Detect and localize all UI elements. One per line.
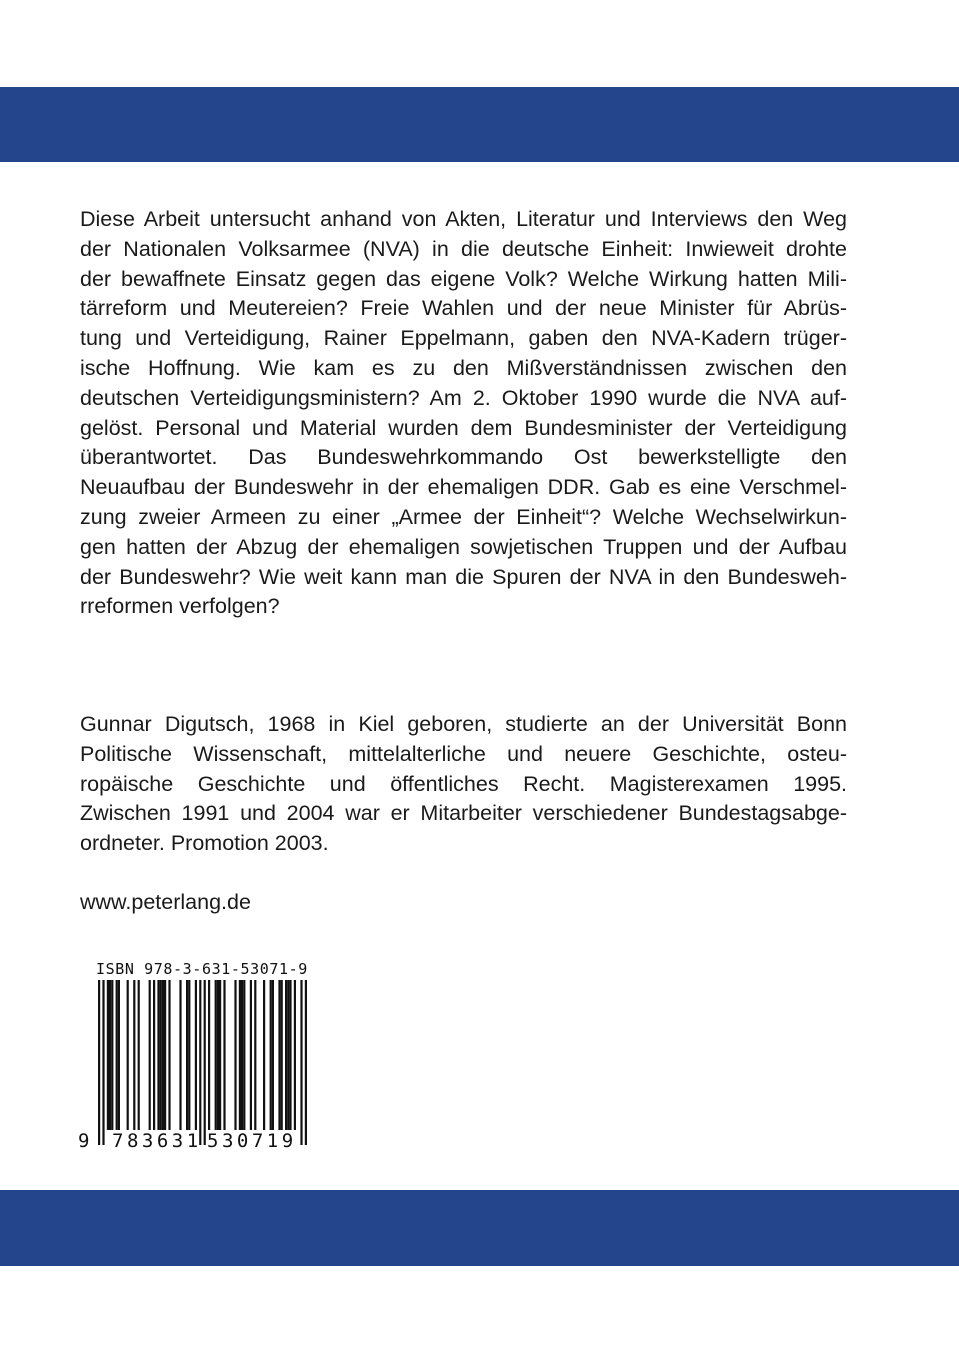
barcode-bar xyxy=(272,980,274,1130)
author-bio-paragraph xyxy=(80,710,847,859)
barcode-bar xyxy=(219,980,221,1130)
barcode-guard-bar xyxy=(204,980,206,1145)
abstract-line: tärreform und Meutereien? Freie Wahlen und der neue Minister für Abrüs- xyxy=(80,296,847,321)
barcode-bar xyxy=(133,980,135,1130)
barcode-bar xyxy=(111,980,113,1130)
barcode-bar xyxy=(127,980,129,1130)
barcode-bar xyxy=(208,980,210,1130)
barcode-bar xyxy=(168,980,170,1130)
barcode-bar xyxy=(160,980,162,1130)
barcode-bar xyxy=(294,980,296,1130)
barcode-bar xyxy=(217,980,219,1130)
barcode-bar xyxy=(116,980,118,1130)
barcode-bar xyxy=(285,980,287,1130)
barcode-bar xyxy=(153,980,155,1130)
ean-barcode xyxy=(78,960,308,1155)
bio-line: Politische Wissenschaft, mittelalterliche und neuere Geschichte, osteu- xyxy=(80,741,847,766)
barcode-bar xyxy=(263,980,265,1130)
bio-line: ropäische Geschichte und öffentliches Recht. Magisterexamen 1995. xyxy=(80,771,847,796)
ean-first-digit: 9 xyxy=(78,1130,90,1152)
bio-line: Gunnar Digutsch, 1968 in Kiel geboren, studierte an der Universität Bonn xyxy=(80,712,847,736)
abstract-line: überantwortet. Das Bundeswehrkommando Ost bewerkstelligte den xyxy=(80,445,847,470)
barcode-bar xyxy=(234,980,236,1130)
bio-line: Zwischen 1991 und 2004 war er Mitarbeiter verschiedener Bundestagsabge- xyxy=(80,801,847,826)
barcode-bar xyxy=(195,980,197,1130)
barcode-bar xyxy=(243,980,245,1130)
barcode-bar xyxy=(186,980,188,1130)
barcode-guard-bar xyxy=(98,980,100,1145)
barcode-bar xyxy=(289,980,291,1130)
barcode-guard-bar xyxy=(102,980,104,1145)
barcode-bar xyxy=(254,980,256,1130)
abstract-line: der Nationalen Volksarmee (NVA) in die deutsche Einheit: Inwieweit drohte xyxy=(80,236,847,261)
barcode-bar xyxy=(138,980,140,1130)
abstract-line: zung zweier Armeen zu einer „Armee der Einheit“? Welche Wechselwirkun- xyxy=(80,504,847,529)
publisher-url-text[interactable]: www.peterlang.de xyxy=(80,890,251,914)
ean-left-group: 783631 xyxy=(112,1130,202,1152)
publisher-url[interactable] xyxy=(80,888,847,918)
barcode-bar xyxy=(278,980,280,1130)
abstract-line: Neuaufbau der Bundeswehr in der ehemaligen DDR. Gab es eine Verschmel- xyxy=(80,475,847,500)
isbn-label: ISBN 978-3-631-53071-9 xyxy=(96,960,308,978)
abstract-line: gelöst. Personal und Material wurden dem Bundesminister der Verteidigung xyxy=(80,415,847,440)
abstract-line: gen hatten der Abzug der ehemaligen sowjetischen Truppen und der Aufbau xyxy=(80,534,847,559)
ean-right-group: 530719 xyxy=(207,1130,297,1152)
top-color-band xyxy=(0,87,959,162)
abstract-line: deutschen Verteidigungsministern? Am 2. Oktober 1990 wurde die NVA auf- xyxy=(80,385,847,410)
barcode-bar xyxy=(157,980,159,1130)
barcode-guard-bar xyxy=(300,980,302,1145)
barcode-bar xyxy=(179,980,181,1130)
abstract-line: ische Hoffnung. Wie kam es zu den Mißverständnissen zwischen den xyxy=(80,355,847,380)
barcode-bar xyxy=(188,980,190,1130)
abstract-paragraph xyxy=(80,205,847,622)
abstract-line: tung und Verteidigung, Rainer Eppelmann, gaben den NVA-Kadern trüger- xyxy=(80,326,847,351)
barcode-bar xyxy=(270,980,272,1130)
barcode-bar xyxy=(118,980,120,1130)
barcode-bar xyxy=(164,980,166,1130)
abstract-line: der bewaffnete Einsatz gegen das eigene Volk? Welche Wirkung hatten Mili- xyxy=(80,266,847,291)
barcode-bar xyxy=(215,980,217,1130)
barcode-guard-bar xyxy=(305,980,307,1145)
abstract-line: rreformen verfolgen? xyxy=(80,594,280,619)
barcode-bar xyxy=(162,980,164,1130)
barcode-bar xyxy=(250,980,252,1130)
barcode-bar xyxy=(149,980,151,1130)
bio-line: ordneter. Promotion 2003. xyxy=(80,831,329,856)
barcode-bar xyxy=(241,980,243,1130)
barcode-bar xyxy=(109,980,111,1130)
barcode-bar xyxy=(281,980,283,1130)
barcode-bar xyxy=(223,980,225,1130)
barcode-bar xyxy=(239,980,241,1130)
abstract-line: der Bundeswehr? Wie weit kann man die Spuren der NVA in den Bundesweh- xyxy=(80,564,847,589)
barcode-guard-bar xyxy=(199,980,201,1145)
barcode-bar xyxy=(107,980,109,1130)
abstract-line: Diese Arbeit untersucht anhand von Akten, Literatur und Interviews den Weg xyxy=(80,207,847,231)
barcode-bar xyxy=(287,980,289,1130)
bottom-color-band xyxy=(0,1190,959,1266)
